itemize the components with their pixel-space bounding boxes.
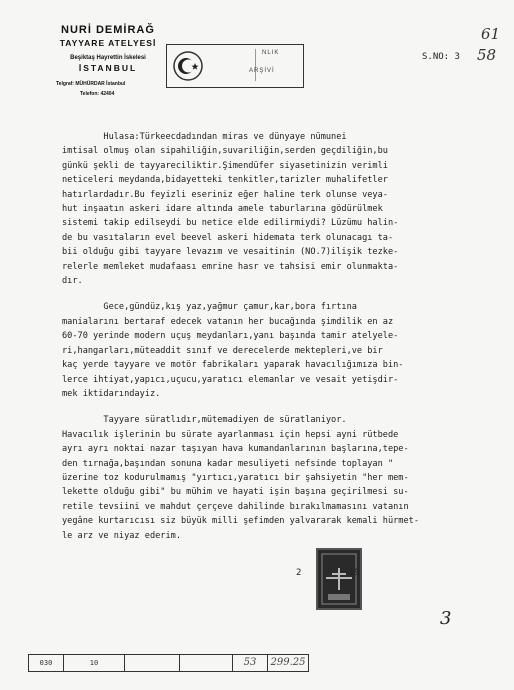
text-line: den tırnağa,başından sonuna kadar mesuliyeti nefsinde toplayan " xyxy=(62,458,394,469)
text-line: kaç yerde tayyare ve motör fabrikaları yaparak havacılığımıza bin- xyxy=(62,360,404,371)
letterhead-name: NURİ DEMİRAĞ xyxy=(61,24,155,36)
stamp-line1: NLIK xyxy=(262,50,280,56)
handwritten-page-number: 3 xyxy=(440,608,452,629)
text-line: lekette olduğu gibi" bu mühim ve hayati işin başına geçirilmesi su- xyxy=(62,487,409,498)
index-cell xyxy=(125,654,180,672)
text-line: yegâne kurtarıcısı siz büyük milli şefimden yalvararak kemali hürmet- xyxy=(62,516,419,527)
text-line: le arz ve niyaz ederim. xyxy=(62,530,181,541)
letterhead-phone: Telefon: 42404 xyxy=(80,91,115,97)
paragraph-2 xyxy=(62,300,482,401)
text-line: bii olduğu gibi tayyare levazım ve vesaitinin (NO.7)ilişik tezke- xyxy=(62,247,399,258)
paragraph-1 xyxy=(62,130,482,288)
text-line: imtisal olmuş olan sipahiliğin,suvariliğin,serden geçdiliğin,bu xyxy=(62,146,388,157)
letterhead-workshop: TAYYARE ATELYESİ xyxy=(59,38,157,48)
text-line: Havacılık işlerinin bu sürate ayarlanması için hepsi ayni rütbede xyxy=(62,429,399,440)
text-line: hatırlardadır.Bu feyizli eseriniz eğer haline terk olunse veya- xyxy=(62,189,388,200)
text-line: sistemi takip edilseydi bu netice elde edilirmiydi? Lüzümu halin- xyxy=(62,218,399,229)
text-line: relerle memleket mudafaası emrine hasr ve tahsisi emir olunmakta- xyxy=(62,261,399,272)
stamp-line2: ARŞİVİ xyxy=(249,68,275,74)
airplane-stamp-icon xyxy=(318,550,360,608)
text-line: 60-70 yerinde modern uçuş meydanları,yanı başında tamir atelyele- xyxy=(62,331,399,342)
revenue-stamp xyxy=(316,548,362,610)
index-cell xyxy=(180,654,233,672)
date-left: 2 xyxy=(296,568,302,578)
text-line: manialarını bertaraf edecek vatanın her bucağında şimdilik en az xyxy=(62,316,394,327)
letterhead-city: İSTANBUL xyxy=(78,63,138,73)
archive-index-table xyxy=(28,654,309,672)
text-line: üzerine toz kodurulmamış "yırtıcı,yaratıcı bir şahsiyetin "her mem- xyxy=(62,472,409,483)
text-line: mek iktidarındayiz. xyxy=(62,388,161,399)
text-line: ri,hangarları,müteaddit sınıf ve derecelerde mektepleri,ve bir xyxy=(62,345,383,356)
text-line: Tayyare süratlıdır,mütemadiyen de süratlaniyor. xyxy=(62,415,347,426)
text-line: günkü şekli de tayyareciliktir.Şimendüfer siyasetinizin verimli xyxy=(62,160,388,171)
date-right: 19 xyxy=(349,568,360,578)
document-sno: S.NO: 3 xyxy=(422,52,460,62)
text-line: hut inşaatın askeri idare altında amele taburlarına gödürülmek xyxy=(62,204,383,215)
letterhead-address: Beşiktaş Hayrettin İskelesi xyxy=(70,55,146,61)
crescent-star-icon xyxy=(173,51,203,81)
text-line: Hulasa:Türkeecdadından miras ve dünyaye nümunei xyxy=(62,132,347,142)
handwritten-number-bottom: 58 xyxy=(477,46,497,64)
text-line: dır. xyxy=(62,276,83,287)
letterhead-telegraph: Telgraf: MÜHÜRDAR İstanbul xyxy=(56,81,126,87)
index-cell: 030 xyxy=(28,654,64,672)
index-cell: 299.25 xyxy=(268,654,309,672)
archive-stamp xyxy=(166,44,304,88)
handwritten-number-top: 61 xyxy=(481,25,501,43)
paragraph-3 xyxy=(62,413,482,543)
text-line: retile tevsiini ve mahdut çerçeve dahilinde bırakılmamasını vatanın xyxy=(62,501,409,512)
letter-body xyxy=(62,130,482,543)
letterhead xyxy=(38,24,178,97)
text-line: ayrı ayrı noktai nazar taşıyan hava kumandanlarının başlarına,tepe- xyxy=(62,444,409,455)
index-cell: 53 xyxy=(233,654,268,672)
text-line: Gece,gündüz,kış yaz,yağmur çamur,kar,bora fırtına xyxy=(62,302,357,313)
text-line: neticeleri meydanda,bidayetteki tenkitler,tarizler muhalifetler xyxy=(62,175,388,186)
index-cell: 10 xyxy=(64,654,125,672)
text-line: de bu vasıtaların evel beevel askeri hidemata terk olunacagı ta- xyxy=(62,232,394,243)
stamp-divider xyxy=(207,49,256,81)
text-line: lerce ihtiyat,yapıcı,uçucu,yaratıcı elemanlar ve vesait yetişdir- xyxy=(62,374,399,385)
